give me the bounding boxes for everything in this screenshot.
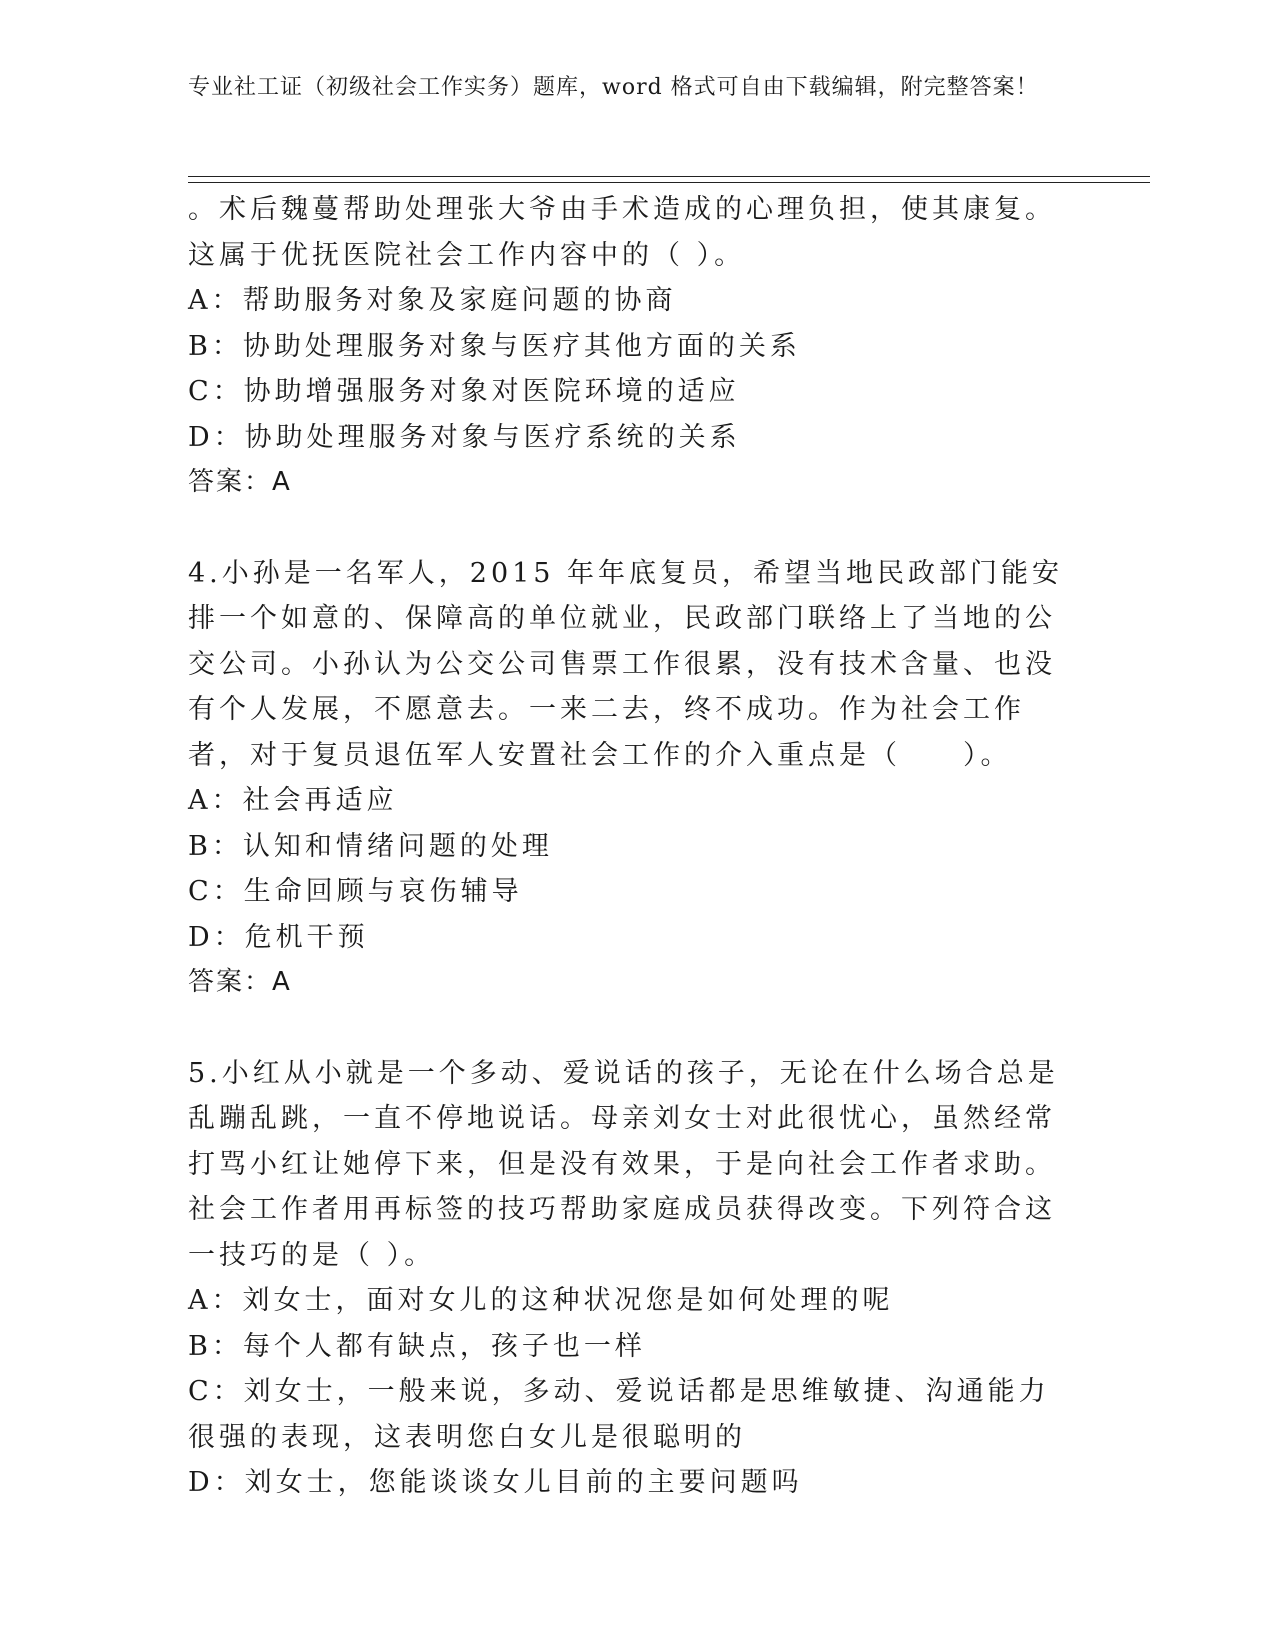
question-5 <box>188 1051 1078 1506</box>
question-4-option-c: C：生命回顾与哀伤辅导 <box>188 876 523 907</box>
question-5-option-a: A：刘女士，面对女儿的这种状况您是如何处理的呢 <box>188 1285 894 1316</box>
question-5-option-d: D：刘女士，您能谈谈女儿目前的主要问题吗 <box>188 1467 803 1498</box>
question-5-option-b: B：每个人都有缺点，孩子也一样 <box>188 1330 646 1362</box>
question-4-option-b: B：认知和情绪问题的处理 <box>188 830 553 862</box>
question-5-stem: 5.小红从小就是一个多动、爱说话的孩子，无论在什么场合总是乱蹦乱跳，一直不停地说话。母亲刘女士对此很忧心，虽然经常打骂小红让她停下来，但是没有效果，于是向社会工作者求助。社会工作者用再标签的技巧帮助家庭成员获得改变。下列符合这一技巧的是（ ）。 <box>188 1057 1059 1271</box>
question-3-answer: 答案：A <box>188 467 292 497</box>
question-4-answer: 答案：A <box>188 967 292 997</box>
page-header-title: 专业社工证（初级社会工作实务）题库，word 格式可自由下载编辑，附完整答案！ <box>188 75 1039 100</box>
question-3-option-c: C：协助增强服务对象对医院环境的适应 <box>188 376 740 407</box>
question-3-option-b: B：协助处理服务对象与医疗其他方面的关系 <box>188 330 801 362</box>
question-4-option-d: D：危机干预 <box>188 921 369 953</box>
question-4 <box>188 551 1078 1006</box>
document-body <box>188 187 1078 1506</box>
question-3-option-a: A：帮助服务对象及家庭问题的协商 <box>188 285 677 316</box>
header-double-rule <box>188 176 1150 183</box>
question-3-stem: 。术后魏蔓帮助处理张大爷由手术造成的心理负担，使其康复。这属于优抚医院社会工作内容中的（ ）。 <box>188 194 1056 271</box>
question-4-option-a: A：社会再适应 <box>188 785 398 816</box>
question-3-option-d: D：协助处理服务对象与医疗系统的关系 <box>188 421 741 453</box>
question-5-option-c: C：刘女士，一般来说，多动、爱说话都是思维敏捷、沟通能力很强的表现，这表明您白女儿是很聪明的 <box>188 1376 1050 1453</box>
question-4-stem: 4.小孙是一名军人，2015 年年底复员，希望当地民政部门能安排一个如意的、保障高的单位就业，民政部门联络上了当地的公交公司。小孙认为公交公司售票工作很累，没有技术含量、也没有个人发展，不愿意去。一来二去，终不成功。作为社会工作者，对于复员退伍军人安置社会工作的介入重点是（ ）。 <box>188 557 1064 771</box>
question-3 <box>188 187 1078 506</box>
